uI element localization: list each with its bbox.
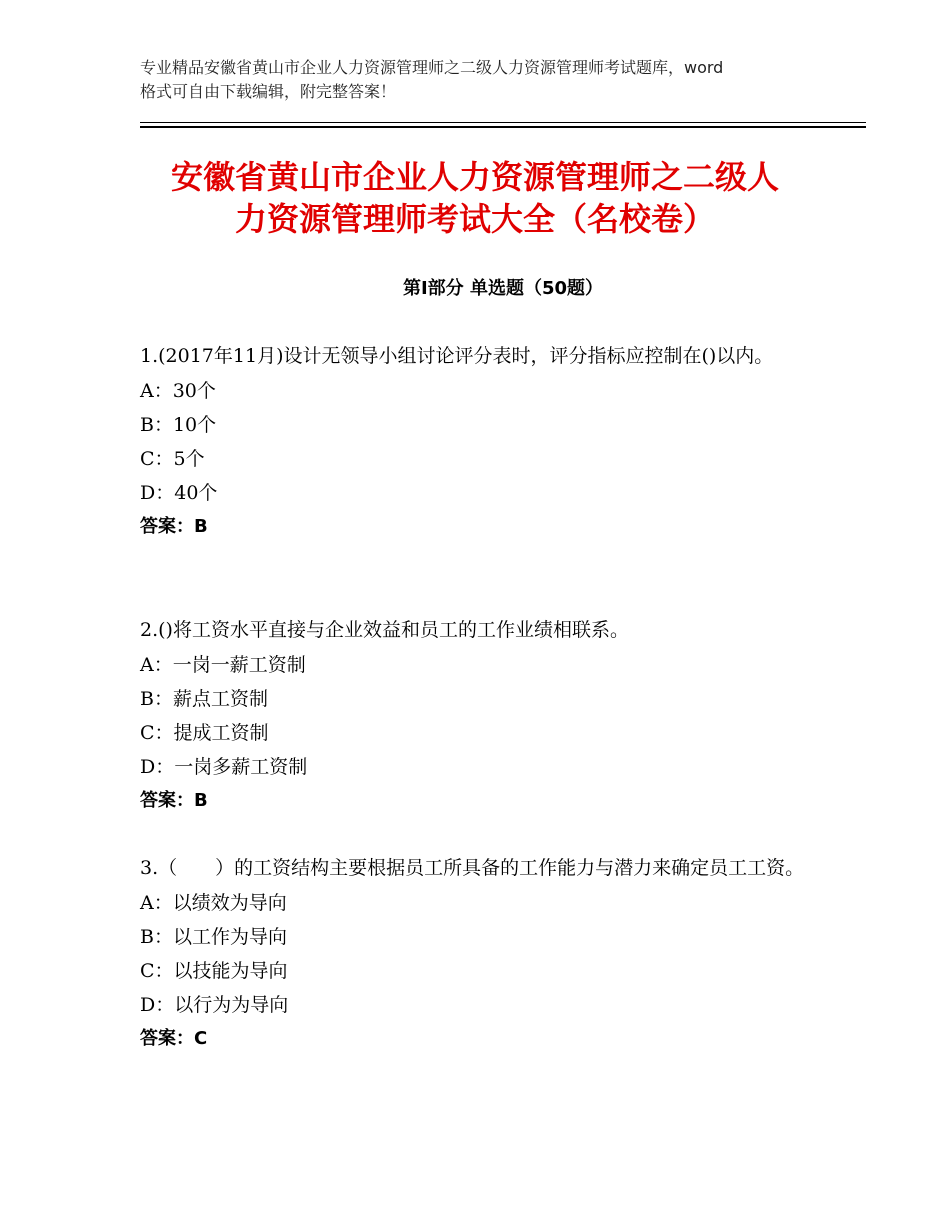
option-a: A：30个: [140, 380, 216, 402]
header-divider-thick: [140, 126, 866, 128]
header-note-line-1: 专业精品安徽省黄山市企业人力资源管理师之二级人力资源管理师考试题库，word: [140, 58, 724, 77]
answer: 答案：B: [140, 516, 208, 537]
question-2: [140, 614, 830, 818]
option-b: B：10个: [140, 414, 217, 436]
option-d: D：一岗多薪工资制: [140, 756, 308, 778]
question-3: [140, 852, 830, 1056]
document-title-line-2: 力资源管理师考试大全（名校卷）: [234, 200, 715, 238]
header-note-line-2: 格式可自由下载编辑，附完整答案！: [140, 82, 397, 101]
question-stem: 2.()将工资水平直接与企业效益和员工的工作业绩相联系。: [140, 619, 629, 641]
section-title: 第Ⅰ部分 单选题（50题）: [402, 278, 603, 299]
option-d: D：以行为为导向: [140, 994, 289, 1016]
option-c: C：5个: [140, 448, 205, 470]
question-stem: 3.（ ）的工资结构主要根据员工所具备的工作能力与潜力来确定员工工资。: [140, 857, 805, 879]
answer: 答案：B: [140, 790, 208, 811]
answer: 答案：C: [140, 1028, 208, 1049]
option-b: B：薪点工资制: [140, 688, 268, 710]
header-divider-thin: [140, 122, 866, 123]
option-a: A：以绩效为导向: [140, 892, 287, 914]
document-title: [110, 156, 840, 240]
option-d: D：40个: [140, 482, 218, 504]
option-b: B：以工作为导向: [140, 926, 287, 948]
option-c: C：提成工资制: [140, 722, 269, 744]
question-stem: 1.(2017年11月)设计无领导小组讨论评分表时，评分指标应控制在()以内。: [140, 345, 774, 367]
question-1: [140, 340, 830, 544]
header-note: [140, 56, 840, 104]
document-title-line-1: 安徽省黄山市企业人力资源管理师之二级人: [170, 158, 779, 196]
option-a: A：一岗一薪工资制: [140, 654, 306, 676]
option-c: C：以技能为导向: [140, 960, 288, 982]
